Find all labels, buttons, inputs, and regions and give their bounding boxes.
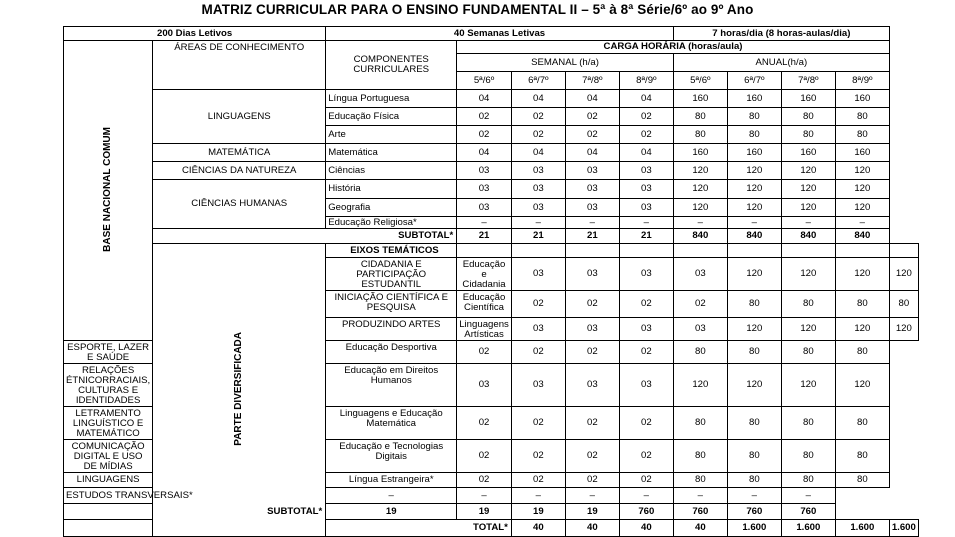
value-cell: 160: [835, 90, 889, 108]
value-cell: 02: [565, 341, 619, 364]
base-label-cell: [64, 41, 153, 341]
value-cell: 04: [457, 90, 512, 108]
value-cell: –: [619, 488, 673, 504]
value-cell: 04: [565, 144, 619, 162]
empty-cell: [781, 244, 835, 258]
header-areas: ÁREAS DE CONHECIMENTO: [153, 41, 326, 90]
parte-label: PARTE DIVERSIFICADA: [233, 331, 245, 446]
componente-cell: Educação e Cidadania: [457, 258, 512, 291]
value-cell: 160: [673, 90, 727, 108]
componente-cell: Matemática: [326, 144, 457, 162]
area-cell: LINGUAGENS: [153, 90, 326, 144]
table-row: [64, 488, 919, 504]
componente-cell: Educação e Tecnologias Digitais: [326, 440, 457, 473]
eixo-cell: COMUNICAÇÃO DIGITAL E USO DE MÍDIAS: [64, 440, 153, 473]
value-cell: 19: [326, 504, 457, 520]
value-cell: 80: [781, 440, 835, 473]
value-cell: 120: [673, 180, 727, 199]
value-cell: 02: [511, 440, 565, 473]
value-cell: –: [457, 217, 512, 229]
value-cell: 760: [619, 504, 673, 520]
value-cell: 03: [619, 318, 673, 341]
value-cell: –: [619, 217, 673, 229]
value-cell: 80: [727, 126, 781, 144]
value-cell: 04: [619, 90, 673, 108]
value-cell: 19: [511, 504, 565, 520]
value-cell: 120: [727, 364, 781, 407]
value-cell: 120: [673, 199, 727, 217]
value-cell: 02: [511, 291, 565, 318]
componente-cell: Língua Portuguesa: [326, 90, 457, 108]
value-cell: –: [511, 217, 565, 229]
value-cell: 21: [619, 229, 673, 244]
value-cell: 1.600: [727, 520, 781, 537]
value-cell: –: [781, 488, 835, 504]
value-cell: 02: [565, 291, 619, 318]
info-horas: 7 horas/dia (8 horas-aulas/dia): [673, 27, 889, 41]
value-cell: 120: [889, 318, 918, 341]
subtotal-row: [64, 229, 919, 244]
value-cell: 840: [673, 229, 727, 244]
value-cell: 03: [457, 162, 512, 180]
value-cell: –: [781, 217, 835, 229]
value-cell: 02: [457, 126, 512, 144]
value-cell: 760: [673, 504, 727, 520]
value-cell: 1.600: [889, 520, 918, 537]
eixo-cell: CIDADANIA E PARTICIPAÇÃO ESTUDANTIL: [326, 258, 457, 291]
header-serie: 8ª/9º: [619, 72, 673, 90]
value-cell: 02: [619, 341, 673, 364]
value-cell: 80: [835, 440, 889, 473]
area-cell: MATEMÁTICA: [153, 144, 326, 162]
value-cell: 120: [781, 318, 835, 341]
componente-cell: Ciências: [326, 162, 457, 180]
value-cell: 80: [781, 407, 835, 440]
value-cell: 80: [781, 126, 835, 144]
area-cell: CIÊNCIAS HUMANAS: [153, 180, 326, 229]
value-cell: 80: [673, 126, 727, 144]
value-cell: 03: [511, 364, 565, 407]
header-componentes: COMPONENTES CURRICULARES: [326, 41, 457, 90]
value-cell: 03: [673, 318, 727, 341]
value-cell: 40: [619, 520, 673, 537]
componente-cell: Arte: [326, 126, 457, 144]
value-cell: 02: [565, 407, 619, 440]
value-cell: 120: [673, 364, 727, 407]
value-cell: 19: [565, 504, 619, 520]
header-anual: ANUAL(h/a): [673, 54, 889, 72]
value-cell: 02: [619, 473, 673, 488]
value-cell: 02: [619, 440, 673, 473]
value-cell: 80: [835, 108, 889, 126]
value-cell: 120: [727, 180, 781, 199]
value-cell: –: [457, 488, 512, 504]
value-cell: –: [727, 488, 781, 504]
value-cell: 03: [511, 180, 565, 199]
curriculum-table: [63, 26, 919, 537]
value-cell: 02: [457, 473, 512, 488]
value-cell: 03: [565, 318, 619, 341]
value-cell: 02: [511, 108, 565, 126]
header-serie: 7ª/8º: [781, 72, 835, 90]
value-cell: 120: [781, 199, 835, 217]
header-serie: 6ª/7º: [511, 72, 565, 90]
value-cell: –: [835, 217, 889, 229]
header-serie: 5ª/6º: [673, 72, 727, 90]
value-cell: 21: [511, 229, 565, 244]
value-cell: 03: [511, 199, 565, 217]
value-cell: 80: [835, 473, 889, 488]
value-cell: 02: [565, 108, 619, 126]
value-cell: 03: [619, 180, 673, 199]
value-cell: 03: [511, 258, 565, 291]
value-cell: 03: [511, 318, 565, 341]
empty-cell: [457, 244, 512, 258]
info-semanas: 40 Semanas Letivas: [326, 27, 674, 41]
header-serie: 5ª/6º: [457, 72, 512, 90]
value-cell: 03: [619, 162, 673, 180]
empty-cell: [565, 244, 619, 258]
eixo-cell: ESPORTE, LAZER E SAÚDE: [64, 341, 153, 364]
value-cell: 160: [781, 144, 835, 162]
empty-cell: [64, 520, 153, 537]
value-cell: 840: [727, 229, 781, 244]
value-cell: 120: [727, 318, 781, 341]
value-cell: 02: [619, 407, 673, 440]
value-cell: 120: [835, 258, 889, 291]
total-label: TOTAL*: [326, 520, 512, 537]
value-cell: 03: [565, 180, 619, 199]
value-cell: 120: [727, 258, 781, 291]
componente-cell: Linguagens e Educação Matemática: [326, 407, 457, 440]
empty-cell: [511, 244, 565, 258]
value-cell: 03: [619, 364, 673, 407]
value-cell: 04: [565, 90, 619, 108]
header-carga: CARGA HORÁRIA (horas/aula): [457, 41, 890, 54]
value-cell: 02: [565, 473, 619, 488]
value-cell: 02: [565, 440, 619, 473]
value-cell: 80: [727, 108, 781, 126]
empty-cell: [727, 244, 781, 258]
empty-cell: [835, 244, 889, 258]
value-cell: –: [511, 488, 565, 504]
subtotal-label: SUBTOTAL*: [64, 504, 326, 520]
value-cell: 04: [457, 144, 512, 162]
value-cell: 80: [835, 126, 889, 144]
value-cell: 03: [565, 364, 619, 407]
value-cell: 120: [835, 180, 889, 199]
value-cell: –: [673, 217, 727, 229]
base-label: BASE NACIONAL COMUM: [102, 126, 114, 252]
header-serie: 8ª/9º: [835, 72, 889, 90]
value-cell: 02: [565, 126, 619, 144]
value-cell: 840: [781, 229, 835, 244]
value-cell: 03: [565, 162, 619, 180]
page-title: MATRIZ CURRICULAR PARA O ENSINO FUNDAMENTAL II – 5ª à 8ª Série/6º ao 9º Ano: [201, 2, 754, 17]
value-cell: 80: [727, 473, 781, 488]
value-cell: 21: [457, 229, 512, 244]
value-cell: 120: [673, 162, 727, 180]
value-cell: 840: [835, 229, 889, 244]
eixo-cell: RELAÇÕES ÉTNICORRACIAIS, CULTURAS E IDENTIDADES: [64, 364, 153, 407]
value-cell: 1.600: [835, 520, 889, 537]
eixo-cell: PRODUZINDO ARTES: [326, 318, 457, 341]
header-serie: 7ª/8º: [565, 72, 619, 90]
value-cell: 160: [727, 90, 781, 108]
value-cell: 120: [781, 364, 835, 407]
componente-cell: Linguagens Artísticas: [457, 318, 512, 341]
value-cell: 02: [619, 291, 673, 318]
subtotal-label: SUBTOTAL*: [153, 229, 457, 244]
value-cell: 80: [673, 341, 727, 364]
value-cell: 40: [565, 520, 619, 537]
value-cell: –: [673, 488, 727, 504]
componente-cell: Educação Física: [326, 108, 457, 126]
header-serie: 6ª/7º: [727, 72, 781, 90]
value-cell: 120: [889, 258, 918, 291]
componente-cell: História: [326, 180, 457, 199]
value-cell: 02: [619, 126, 673, 144]
value-cell: 02: [457, 108, 512, 126]
value-cell: 03: [457, 364, 512, 407]
value-cell: 80: [727, 291, 781, 318]
value-cell: 120: [835, 162, 889, 180]
value-cell: 80: [781, 108, 835, 126]
value-cell: 120: [835, 364, 889, 407]
value-cell: 80: [781, 341, 835, 364]
value-cell: 80: [673, 473, 727, 488]
value-cell: 02: [511, 126, 565, 144]
eixo-cell: ESTUDOS TRANSVERSAIS*: [64, 488, 326, 504]
table-row: [64, 180, 919, 199]
componente-cell: Educação em Direitos Humanos: [326, 364, 457, 407]
value-cell: 120: [835, 318, 889, 341]
value-cell: 04: [511, 144, 565, 162]
value-cell: 120: [781, 258, 835, 291]
eixo-cell: LINGUAGENS: [64, 473, 153, 488]
value-cell: 02: [619, 108, 673, 126]
value-cell: 120: [781, 180, 835, 199]
value-cell: 03: [457, 180, 512, 199]
value-cell: 80: [727, 341, 781, 364]
value-cell: 03: [619, 258, 673, 291]
value-cell: –: [565, 488, 619, 504]
empty-cell: [889, 244, 918, 258]
value-cell: 80: [781, 291, 835, 318]
value-cell: –: [727, 217, 781, 229]
value-cell: 02: [511, 341, 565, 364]
value-cell: 02: [457, 407, 512, 440]
componente-cell: Educação Científica: [457, 291, 512, 318]
info-dias: 200 Dias Letivos: [64, 27, 326, 41]
value-cell: –: [565, 217, 619, 229]
value-cell: 80: [835, 341, 889, 364]
value-cell: 80: [835, 291, 889, 318]
table-row: [64, 144, 919, 162]
value-cell: 02: [457, 440, 512, 473]
value-cell: 120: [727, 199, 781, 217]
value-cell: 760: [781, 504, 835, 520]
value-cell: 02: [511, 407, 565, 440]
value-cell: 80: [673, 108, 727, 126]
value-cell: 40: [673, 520, 727, 537]
subtotal-row: [64, 504, 919, 520]
empty-cell: [673, 244, 727, 258]
value-cell: 02: [673, 291, 727, 318]
value-cell: 04: [511, 90, 565, 108]
value-cell: 21: [565, 229, 619, 244]
value-cell: 80: [673, 440, 727, 473]
value-cell: 80: [673, 407, 727, 440]
value-cell: 1.600: [781, 520, 835, 537]
value-cell: 02: [457, 341, 512, 364]
value-cell: 03: [457, 199, 512, 217]
componente-cell: Geografia: [326, 199, 457, 217]
componente-cell: Educação Religiosa*: [326, 217, 457, 229]
componente-cell: Educação Desportiva: [326, 341, 457, 364]
value-cell: 160: [835, 144, 889, 162]
empty-cell: [619, 244, 673, 258]
value-cell: 03: [565, 199, 619, 217]
eixo-cell: LETRAMENTO LINGUÍSTICO E MATEMÁTICO: [64, 407, 153, 440]
value-cell: 02: [511, 473, 565, 488]
componente-cell: Língua Estrangeira*: [326, 473, 457, 488]
value-cell: 120: [835, 199, 889, 217]
value-cell: 03: [511, 162, 565, 180]
value-cell: 04: [619, 144, 673, 162]
value-cell: 80: [889, 291, 918, 318]
area-cell: CIÊNCIAS DA NATUREZA: [153, 162, 326, 180]
value-cell: 80: [781, 473, 835, 488]
eixo-cell: INICIAÇÃO CIENTÍFICA E PESQUISA: [326, 291, 457, 318]
header-semanal: SEMANAL (h/a): [457, 54, 674, 72]
value-cell: 80: [727, 407, 781, 440]
value-cell: 40: [511, 520, 565, 537]
value-cell: 03: [619, 199, 673, 217]
eixos-header: EIXOS TEMÁTICOS: [326, 244, 457, 258]
value-cell: 03: [673, 258, 727, 291]
table-row: [64, 90, 919, 108]
value-cell: 03: [565, 258, 619, 291]
value-cell: 80: [727, 440, 781, 473]
value-cell: 160: [781, 90, 835, 108]
table-row: [64, 162, 919, 180]
value-cell: 160: [727, 144, 781, 162]
value-cell: –: [326, 488, 457, 504]
value-cell: 120: [727, 162, 781, 180]
value-cell: 120: [781, 162, 835, 180]
value-cell: 19: [457, 504, 512, 520]
value-cell: 760: [727, 504, 781, 520]
value-cell: 80: [835, 407, 889, 440]
value-cell: 160: [673, 144, 727, 162]
